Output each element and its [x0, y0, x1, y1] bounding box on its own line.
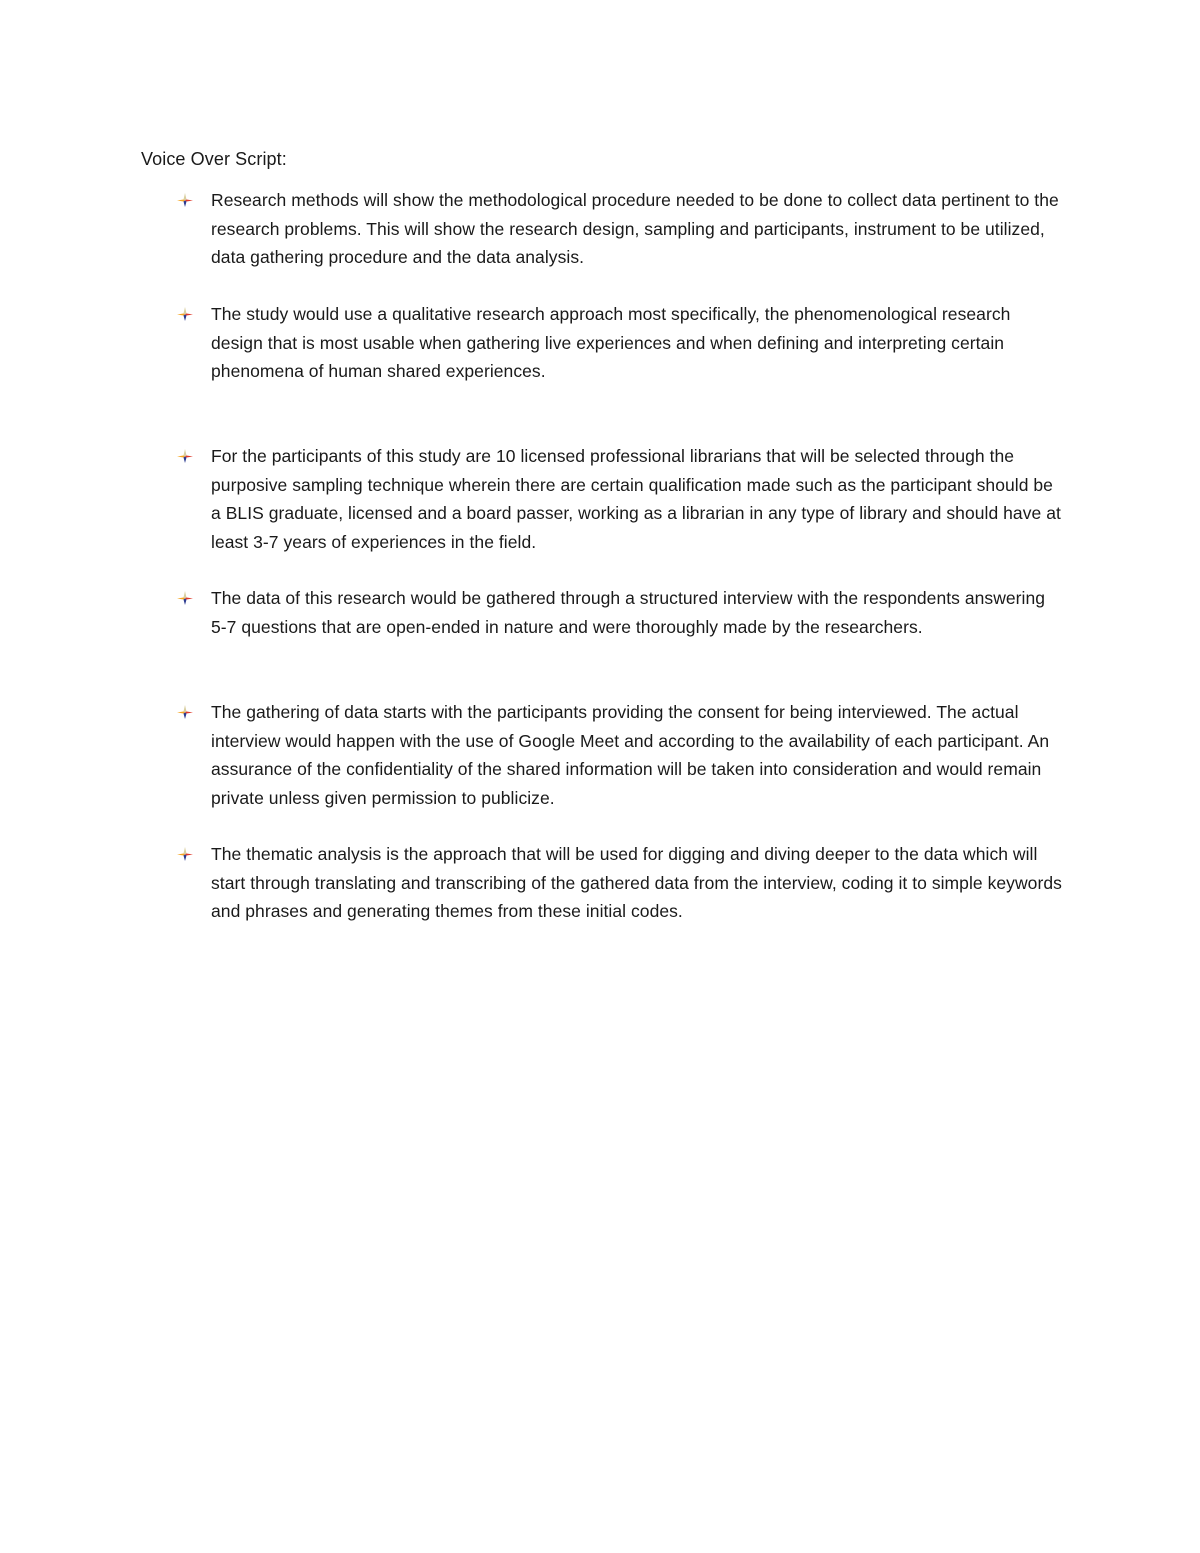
- list-item-text: The gathering of data starts with the participants providing the consent for being interviewed. The actual interview would happen with the use of Google Meet and according to the availability of each participant. An assurance of the confidentiality of the shared information will be taken into consideration and would remain private unless given permission to publicize.: [211, 702, 1050, 808]
- four-point-star-bullet-icon: [176, 704, 194, 720]
- list-item-text: For the participants of this study are 10 licensed professional librarians that will be selected through the purposive sampling technique wherein there are certain qualification made such as the participant should be a BLIS graduate, licensed and a board passer, working as a librarian in any type of library and should have at least 3-7 years of experiences in the field.: [211, 446, 1061, 552]
- list-item-text: The thematic analysis is the approach that will be used for digging and diving deeper to the data which will start through translating and transcribing of the gathered data from the interview, coding it to simple keywords and phrases and generating themes from these initial codes.: [211, 844, 1062, 922]
- four-point-star-bullet-icon: [176, 590, 194, 606]
- document-title: Voice Over Script:: [141, 149, 287, 169]
- four-point-star-bullet-icon: [176, 192, 194, 208]
- four-point-star-bullet-icon: [176, 306, 194, 322]
- list-item-text: The study would use a qualitative research approach most specifically, the phenomenological research design that is most usable when gathering live experiences and when defining and interpreting certain phenomena of human shared experiences.: [211, 304, 1011, 382]
- four-point-star-bullet-icon: [176, 846, 194, 862]
- list-item-text: The data of this research would be gathered through a structured interview with the respondents answering 5-7 questions that are open-ended in nature and were thoroughly made by the researchers.: [211, 588, 1046, 637]
- four-point-star-bullet-icon: [176, 448, 194, 464]
- list-item-text: Research methods will show the methodological procedure needed to be done to collect data pertinent to the research problems. This will show the research design, sampling and participants, instrument to be utilized, data gathering procedure and the data analysis.: [211, 190, 1059, 268]
